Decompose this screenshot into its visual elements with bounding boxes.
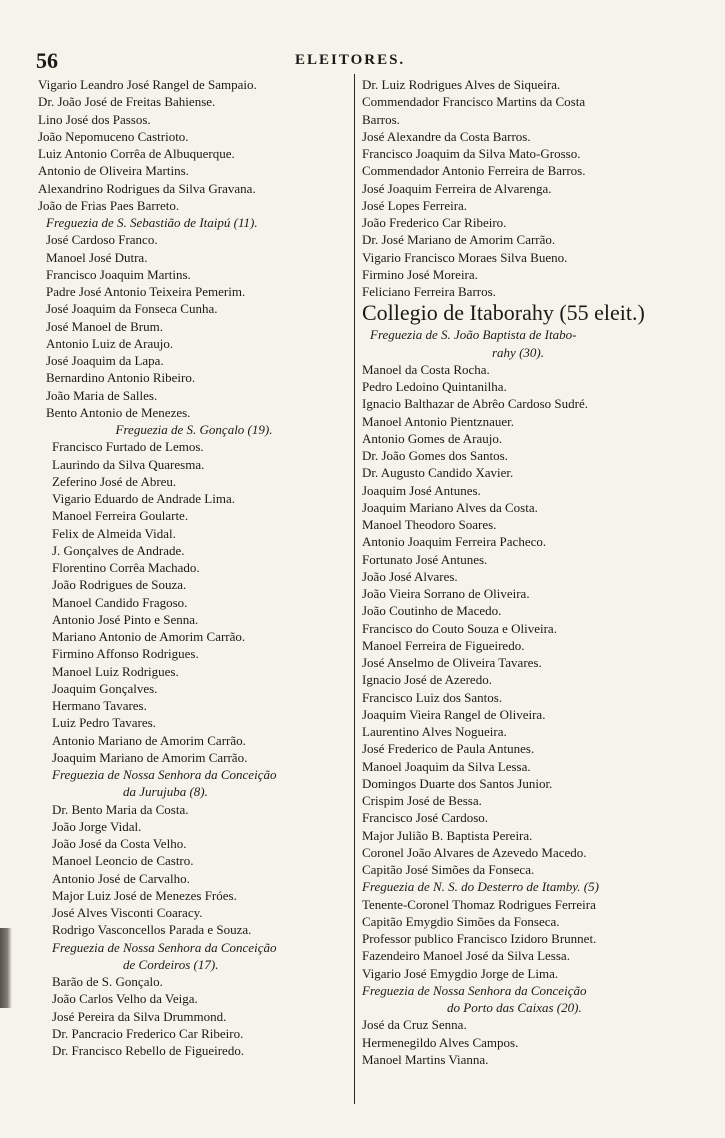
elector-name: Manoel Ferreira de Figueiredo. <box>362 637 525 653</box>
elector-name: Dr. Augusto Candido Xavier. <box>362 465 514 481</box>
elector-name: João Rodrigues de Souza. <box>52 577 187 593</box>
elector-name: Coronel João Alvares de Azevedo Macedo. <box>362 844 587 860</box>
elector-name: João de Frias Paes Barreto. <box>38 197 180 213</box>
parish-heading-itamby: Freguezia de N. S. do Desterro de Itamby. (5) <box>362 879 599 895</box>
elector-name: João Jorge Vidal. <box>52 818 142 834</box>
elector-name: José Frederico de Paula Antunes. <box>362 741 535 757</box>
elector-name: Antonio Mariano de Amorim Carrão. <box>52 732 246 748</box>
elector-name: Dr. João Gomes dos Santos. <box>362 448 508 463</box>
right-column <box>362 76 684 1068</box>
elector-name: Capitão José Simões da Fonseca. <box>362 862 535 877</box>
elector-name: Luiz Antonio Corrêa de Albuquerque. <box>38 146 235 161</box>
elector-list <box>38 231 350 421</box>
parish-heading-itaborahy: Freguezia de S. João Baptista de Itabo- <box>370 327 577 343</box>
elector-name: Manoel Ferreira Goularte. <box>52 508 189 524</box>
elector-name: Barros. <box>362 111 400 127</box>
elector-name: José Joaquim da Fonseca Cunha. <box>46 301 218 317</box>
parish-heading-cordeiros-cont: de Cordeiros (17). <box>123 956 219 972</box>
elector-name: Firmino Affonso Rodrigues. <box>52 646 199 662</box>
elector-name: José Pereira da Silva Drummond. <box>52 1008 227 1024</box>
elector-name: Major Julião B. Baptista Pereira. <box>362 827 533 843</box>
elector-name: José Joaquim da Lapa. <box>46 353 164 368</box>
elector-name: Padre José Antonio Teixeira Pemerim. <box>46 284 246 299</box>
elector-name: Manoel Martins Vianna. <box>362 1051 489 1067</box>
elector-name: Crispim José de Bessa. <box>362 793 482 808</box>
elector-name: João Frederico Car Ribeiro. <box>362 215 507 230</box>
elector-name: Joaquim Mariano Alves da Costa. <box>362 499 538 515</box>
parish-heading-caixas-cont: do Porto das Caixas (20). <box>447 1000 582 1015</box>
elector-name: Antonio de Oliveira Martins. <box>38 163 189 179</box>
parish-heading-jurujuba-cont: da Jurujuba (8). <box>123 784 208 800</box>
parish-heading-jurujuba: Freguezia de Nossa Senhora da Conceição <box>52 767 277 782</box>
elector-name: João José da Costa Velho. <box>52 836 187 851</box>
elector-name: Fortunato José Antunes. <box>362 551 488 567</box>
elector-name: Vigario Francisco Moraes Silva Bueno. <box>362 249 568 265</box>
elector-name: Manoel Joaquim da Silva Lessa. <box>362 758 531 774</box>
elector-name: José Manoel de Brum. <box>46 318 163 334</box>
elector-name: Ignacio Balthazar de Abrêo Cardoso Sudré. <box>362 396 588 412</box>
elector-name: Hermenegildo Alves Campos. <box>362 1034 519 1050</box>
elector-name: José Lopes Ferreira. <box>362 197 468 213</box>
elector-name: José Joaquim Ferreira de Alvarenga. <box>362 180 552 196</box>
elector-name: Pedro Ledoino Quintanilha. <box>362 379 507 394</box>
elector-name: Manoel Candido Fragoso. <box>52 594 188 610</box>
running-title: ELEITORES. <box>295 52 406 68</box>
elector-name: Antonio Gomes de Araujo. <box>362 430 503 446</box>
elector-name: João Maria de Salles. <box>46 387 158 403</box>
left-column <box>38 76 350 1059</box>
elector-name: João Vieira Sorrano de Oliveira. <box>362 586 530 601</box>
elector-name: Antonio Joaquim Ferreira Pacheco. <box>362 534 547 550</box>
elector-name: Joaquim Mariano de Amorim Carrão. <box>52 749 248 765</box>
elector-name: Felix de Almeida Vidal. <box>52 525 176 541</box>
elector-name: Laurentino Alves Nogueira. <box>362 724 507 739</box>
parish-heading-cordeiros: Freguezia de Nossa Senhora da Conceição <box>52 939 277 955</box>
elector-name: Dr. Francisco Rebello de Figueiredo. <box>52 1043 245 1058</box>
elector-name: Commendador Antonio Ferreira de Barros. <box>362 163 586 179</box>
elector-name: Commendador Francisco Martins da Costa <box>362 94 586 110</box>
elector-name: João Coutinho de Macedo. <box>362 603 502 619</box>
elector-name: João José Alvares. <box>362 568 458 584</box>
elector-name: Domingos Duarte dos Santos Junior. <box>362 775 553 791</box>
elector-name: Francisco Joaquim da Silva Mato-Grosso. <box>362 146 581 161</box>
elector-name: Laurindo da Silva Quaresma. <box>52 456 205 472</box>
elector-name: Manoel da Costa Rocha. <box>362 361 490 377</box>
elector-list <box>362 361 684 879</box>
elector-name: Firmino José Moreira. <box>362 266 478 282</box>
elector-name: Dr. Pancracio Frederico Car Ribeiro. <box>52 1025 244 1041</box>
elector-list <box>362 76 684 300</box>
elector-name: Capitão Emygdio Simões da Fonseca. <box>362 913 560 929</box>
elector-name: Dr. Bento Maria da Costa. <box>52 801 189 817</box>
elector-name: Fazendeiro Manoel José da Silva Lessa. <box>362 948 570 964</box>
elector-name: Rodrigo Vasconcellos Parada e Souza. <box>52 922 252 938</box>
parish-heading-caixas: Freguezia de Nossa Senhora da Conceição <box>362 982 587 998</box>
elector-name: Vigario Leandro José Rangel de Sampaio. <box>38 77 257 92</box>
elector-name: Dr. Luiz Rodrigues Alves de Siqueira. <box>362 77 561 92</box>
elector-name: João Carlos Velho da Veiga. <box>52 991 198 1007</box>
elector-name: Joaquim Gonçalves. <box>52 680 158 696</box>
elector-name: José Alves Visconti Coaracy. <box>52 905 203 920</box>
parish-heading-itaipu: Freguezia de S. Sebastião de Itaipú (11). <box>46 215 258 230</box>
elector-name: Bernardino Antonio Ribeiro. <box>46 370 196 386</box>
elector-name: Antonio José de Carvalho. <box>52 870 190 886</box>
elector-name: Francisco José Cardoso. <box>362 810 489 826</box>
elector-list <box>362 1016 684 1068</box>
elector-name: Manoel Theodoro Soares. <box>362 517 497 532</box>
elector-name: Tenente-Coronel Thomaz Rodrigues Ferreira <box>362 896 596 912</box>
elector-name: Antonio Luiz de Araujo. <box>46 335 174 351</box>
elector-name: Manoel José Dutra. <box>46 249 148 265</box>
elector-name: Major Luiz José de Menezes Fróes. <box>52 887 237 903</box>
elector-name: Bento Antonio de Menezes. <box>46 404 191 420</box>
elector-name: Barão de S. Gonçalo. <box>52 974 163 989</box>
elector-name: José Alexandre da Costa Barros. <box>362 128 531 144</box>
elector-name: Mariano Antonio de Amorim Carrão. <box>52 629 246 644</box>
elector-name: Vigario José Emygdio Jorge de Lima. <box>362 965 559 981</box>
elector-name: João Nepomuceno Castrioto. <box>38 128 189 144</box>
elector-list <box>38 76 350 214</box>
elector-name: Hermano Tavares. <box>52 698 147 713</box>
elector-name: Joaquim José Antunes. <box>362 482 481 498</box>
elector-name: Lino José dos Passos. <box>38 111 151 127</box>
column-rule <box>354 74 355 1104</box>
elector-name: Alexandrino Rodrigues da Silva Gravana. <box>38 180 256 196</box>
elector-name: Manoel Leoncio de Castro. <box>52 853 194 869</box>
elector-list <box>362 896 684 982</box>
binding-shadow <box>0 928 12 1008</box>
elector-name: Professor publico Francisco Izidoro Brunnet. <box>362 931 597 946</box>
page-number: 56 <box>36 48 58 73</box>
elector-name: Francisco Joaquim Martins. <box>46 266 191 282</box>
elector-name: Florentino Corrêa Machado. <box>52 560 200 575</box>
elector-name: Joaquim Vieira Rangel de Oliveira. <box>362 706 546 722</box>
elector-name: Ignacio José de Azeredo. <box>362 672 492 688</box>
elector-list <box>38 801 350 939</box>
elector-name: J. Gonçalves de Andrade. <box>52 542 185 558</box>
elector-name: Vigario Eduardo de Andrade Lima. <box>52 491 235 506</box>
elector-name: José Cardoso Franco. <box>46 232 158 248</box>
elector-name: Dr. João José de Freitas Bahiense. <box>38 94 216 110</box>
elector-name: José Anselmo de Oliveira Tavares. <box>362 655 542 670</box>
elector-name: Zeferino José de Abreu. <box>52 473 177 489</box>
elector-name: José da Cruz Senna. <box>362 1017 467 1033</box>
elector-name: Francisco Furtado de Lemos. <box>52 439 204 455</box>
elector-list <box>38 973 350 1059</box>
elector-list <box>38 438 350 766</box>
elector-name: Manoel Antonio Pientznauer. <box>362 413 515 429</box>
elector-name: Manoel Luiz Rodrigues. <box>52 663 179 679</box>
parish-heading-itaborahy-cont: rahy (30). <box>492 344 544 360</box>
elector-name: Francisco do Couto Souza e Oliveira. <box>362 620 557 636</box>
elector-name: Dr. José Mariano de Amorim Carrão. <box>362 232 556 248</box>
parish-heading-goncalo: Freguezia de S. Gonçalo (19). <box>115 422 273 437</box>
college-heading: Collegio de Itaborahy (55 eleit.) <box>362 300 645 326</box>
elector-name: Antonio José Pinto e Senna. <box>52 611 199 627</box>
elector-name: Francisco Luiz dos Santos. <box>362 689 503 705</box>
elector-name: Luiz Pedro Tavares. <box>52 715 156 731</box>
elector-name: Feliciano Ferreira Barros. <box>362 284 496 299</box>
